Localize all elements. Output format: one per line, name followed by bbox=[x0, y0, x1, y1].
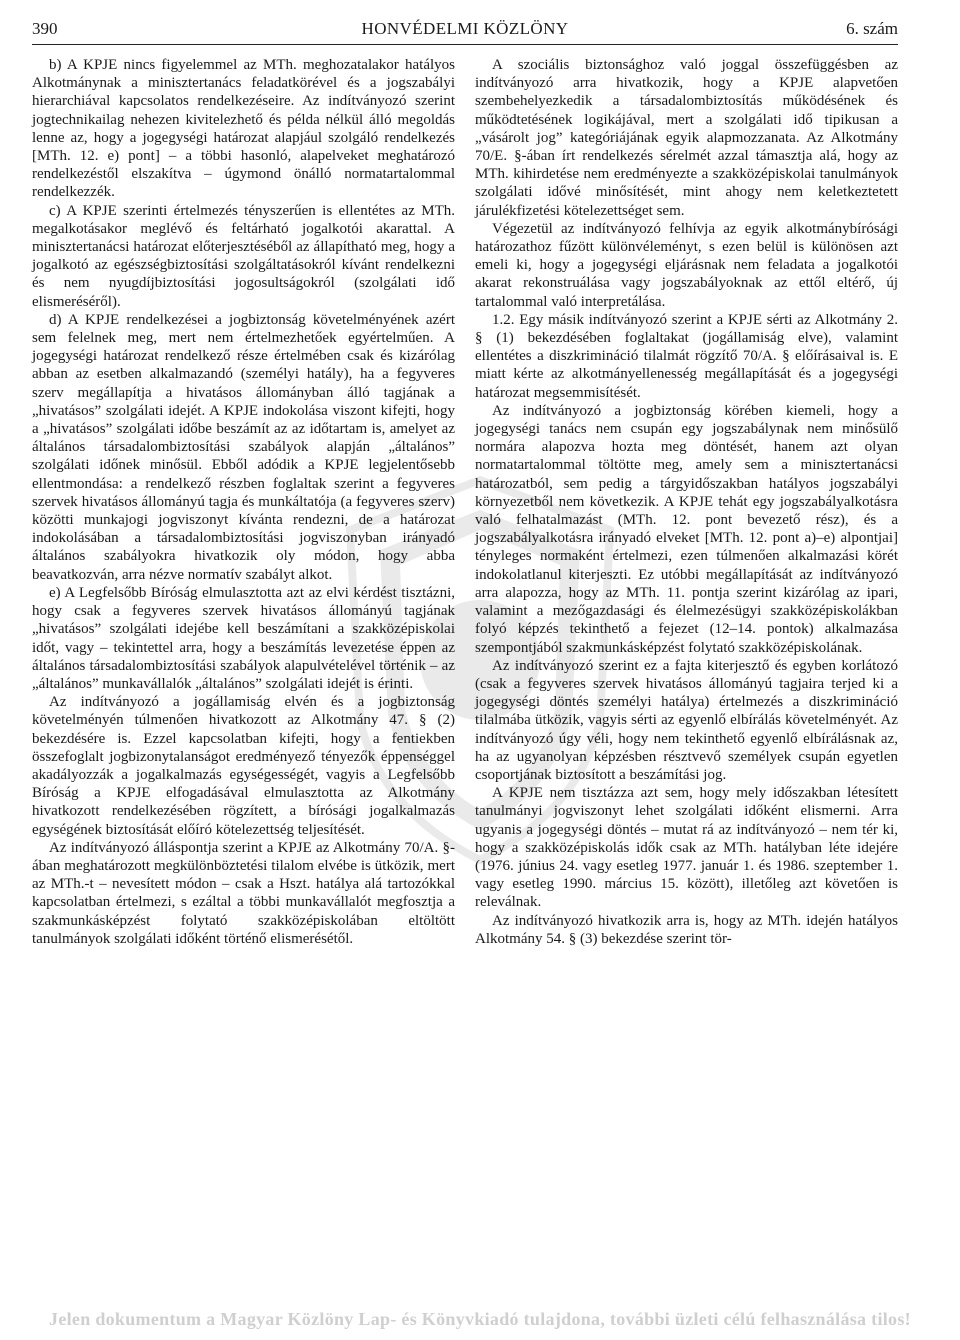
paragraph: Végezetül az indítványozó felhívja az egyik alkotmánybírósági határozathoz fűzött különvéleményt, s ezen belül is különösen azt emeli ki, hogy a jogegységi eljárásnak nem feladata a jogalkotói akarat rekonstruálása vagy jogszabályoknak az ettől eltérő, új tartalommal való interpretálása. bbox=[475, 220, 898, 310]
page-header bbox=[32, 17, 898, 43]
paragraph: 1.2. Egy másik indítványozó szerint a KPJE sérti az Alkotmány 2. § (1) bekezdésében foglaltakat (jogállamiság elve), valamint ellentétes a diszkrimináció tilalmát rögzítő 70/A. § előírásaival is. E miatt kérte az alkotmányellenesség megállapítását és a jogegységi határozat megsemmisítését. bbox=[475, 311, 898, 401]
page-number: 390 bbox=[32, 19, 58, 38]
copyright-notice: Jelen dokumentum a Magyar Közlöny Lap- és Könyvkiadó tulajdona, további üzleti célú felhasználása tilos! bbox=[49, 1309, 911, 1329]
paragraph: A szociális biztonsághoz való joggal összefüggésben az indítványozó arra hivatkozik, hogy a KPJE alapvetően szembehelyezkedik a társadalombiztosítás működésének és működtetésének logikájával, mert a szolgálati idő tipikusan a „vásárolt jog” kategóriájának egyik alapmozzanata. Az Alkotmány 70/E. §-ában írt rendelkezés sérelmét azzal támasztja alá, hogy az MTh. kihirdetése nem eredményezte a szakközépiskolai tanulmányok szolgálati idővé minősítését, mint ahogy nem keletkeztetett járulékfizetési kötelezettséget sem. bbox=[475, 57, 898, 219]
left-column bbox=[32, 56, 455, 948]
paragraph: Az indítványozó álláspontja szerint a KPJE az Alkotmány 70/A. §-ában meghatározott megkülönböztetési tilalom elvébe is ütközik, mert az MTh.-t – nevesített módon – csak a Hszt. hatálya alá tartozókkal kapcsolatban értelmezi, s ezáltal a többi munkavállalót megfosztja a szakmunkásképzést folytató szakközépiskolában eltöltött tanulmányok szolgálati időként történő elismerésétől. bbox=[32, 839, 455, 947]
paragraph: Az indítványozó a jogbiztonság körében kiemeli, hogy a jogegységi tanács nem csupán egy jogszabálynak nem minősülő normára alapozva hozta meg döntését, hanem azt olyan normatartalommal töltötte meg, amely sem a minisztertanácsi határozatból, sem pedig a tárgyidőszakban hatályos jogszabályi környezetből nem következik. A KPJE tehát egy jogszabályalkotásra való felhatalmazást (MTh. 12. pont bevezető rész), és a jogszabályalkotásra irányadó elveket [MTh. 12. pont a)–e) alpontjai] tényleges normaként értelmezi, ezen túlmenően alkalmazási körét indokolatlanul kiterjeszti. Ez utóbbi megállapítását az indítványozó arra alapozza, hogy az MTh. 11. pontja szerint kizárólag az ipari, valamint a mezőgazdasági és élelmezésügyi szakközépiskolákban folyó képzés tekinthető a fejezet (12–14. pontok) alkalmazása szempontjából szakmunkásképzést folytató szakközépiskolának. bbox=[475, 402, 898, 656]
paragraph: e) A Legfelsőbb Bíróság elmulasztotta azt az elvi kérdést tisztázni, hogy csak a fegyveres szervek hivatásos állományú tagjának „hivatásos” szolgálati idejébe kell beszámítani a szakközépiskolai időt, vagy – tekintettel arra, hogy a beszámítás levezetése éppen az általános társadalombiztosítási szabályok alapulvételével történik – az „általános” munkavállalók „általános” szolgálati idejét is érinti. bbox=[32, 584, 455, 692]
paragraph: b) A KPJE nincs figyelemmel az MTh. meghozatalakor hatályos Alkotmánynak a minisztertanács feladatkörével és a jogszabályi hierarchiával kapcsolatos rendelkezéseire. Az indítványozó szerint jogtechnikailag nehezen kivitelezhető és példa nélkül álló megoldás lenne az, hogy a jogegységi határozat alapjául szolgáló rendelkezés [MTh. 12. e) pont] – a többi hasonló, alapelveket meghatározó rendelkezéstől elszakítva – úgymond önálló normatartalommal rendelkezzék. bbox=[32, 57, 455, 201]
header-rule bbox=[32, 44, 898, 45]
paragraph: Az indítványozó a jogállamiság elvén és a jogbiztonság követelményén túlmenően hivatkozott az Alkotmány 47. § (2) bekezdésére is. Ezzel kapcsolatban kifejti, hogy a fentiekben összefoglalt jogbizonytalanságot eredményező tényezők éppenséggel akadályozzák a jogalkalmazás egységességét, vagyis a Legfelsőbb Bíróság a KPJE elfogadásával elmulasztotta az Alkotmány hivatkozott rendelkezésében rögzített, a bírósági jogalkalmazás egységének biztosítását előíró kötelezettség teljesítését. bbox=[32, 694, 455, 838]
paragraph: c) A KPJE szerinti értelmezés tényszerűen is ellentétes az MTh. megalkotásakor meglévő és feltárható jogalkotói akarattal. A minisztertanácsi határozat előterjesztéséből az állapítható meg, hogy a jogalkotó az egészségbiztosítási szolgáltatásokról kívánt rendelkezni és nem nyugdíjbiztosítási jogosultságokról (szolgálati idő elismeréséről). bbox=[32, 202, 455, 310]
paragraph: Az indítványozó hivatkozik arra is, hogy az MTh. idején hatályos Alkotmány 54. § (3) bekezdése szerint tör- bbox=[475, 912, 898, 947]
journal-title: HONVÉDELMI KÖZLÖNY bbox=[361, 19, 569, 38]
paragraph: Az indítványozó szerint ez a fajta kiterjesztő és egyben korlátozó (csak a fegyveres szervek hivatásos állományú tagjaira terjed ki a jogegységi döntés személyi hatálya) értelmezés a diszkrimináció tilalmába ütközik, vagyis sérti az egyenlő elbírálás követelményét. Az indítványozó úgy véli, hogy nem tekinthető egyenlő elbírálásnak az, ha az ugyanolyan képzésben résztvevő személyek csupán egyetlen csoportjának biztosított a beszámítási jog. bbox=[475, 657, 898, 783]
paragraph: d) A KPJE rendelkezései a jogbiztonság követelményének azért sem felelnek meg, mert nem értelmezhetőek egyértelműen. A jogegységi határozat rendelkező része értelmében csak és kizárólag abban az esetben alkalmazandó (személyi hatály), ha a fegyveres szerv megállapítja a hivatásos állományban álló tagjának a „hivatásos” szolgálati idejét. A KPJE indokolása viszont kifejti, hogy a „hivatásos” szolgálati időbe beszámít az az időtartam is, amelyet az általános társadalombiztosítási szabályok alapján „általános” szolgálati időnek minősül. Ebből adódik a KPJE legjelentősebb ellentmondása: a rendelkező részben foglaltak szerint a fegyveres szervek hivatásos állományú tagja és munkáltatója (a fegyveres szerv) közötti munkajogi jogviszonyt kívánta rendezni, de a határozat indokolásában a társadalombiztosítási jogviszonyban irányadó általános szabályokra hivatkozik oly módon, hogy abba beavatkozván, arra nézve normatív szabályt alkot. bbox=[32, 311, 455, 583]
paragraph: A KPJE nem tisztázza azt sem, hogy mely időszakban létesített tanulmányi jogviszonyt lehet szolgálati időként elismerni. Arra ugyanis a jogegységi döntés – mutat rá az indítványozó – nem tér ki, hogy a szakközépiskolás idők csak az MTh. hatályban léte idejére (1976. június 24. vagy esetleg 1977. január 1. és 1986. szeptember 1. vagy esetleg 1990. március 15. között), illetőleg azt követően is releválnak. bbox=[475, 785, 898, 911]
issue-number: 6. szám bbox=[846, 19, 898, 38]
right-column bbox=[475, 56, 898, 948]
